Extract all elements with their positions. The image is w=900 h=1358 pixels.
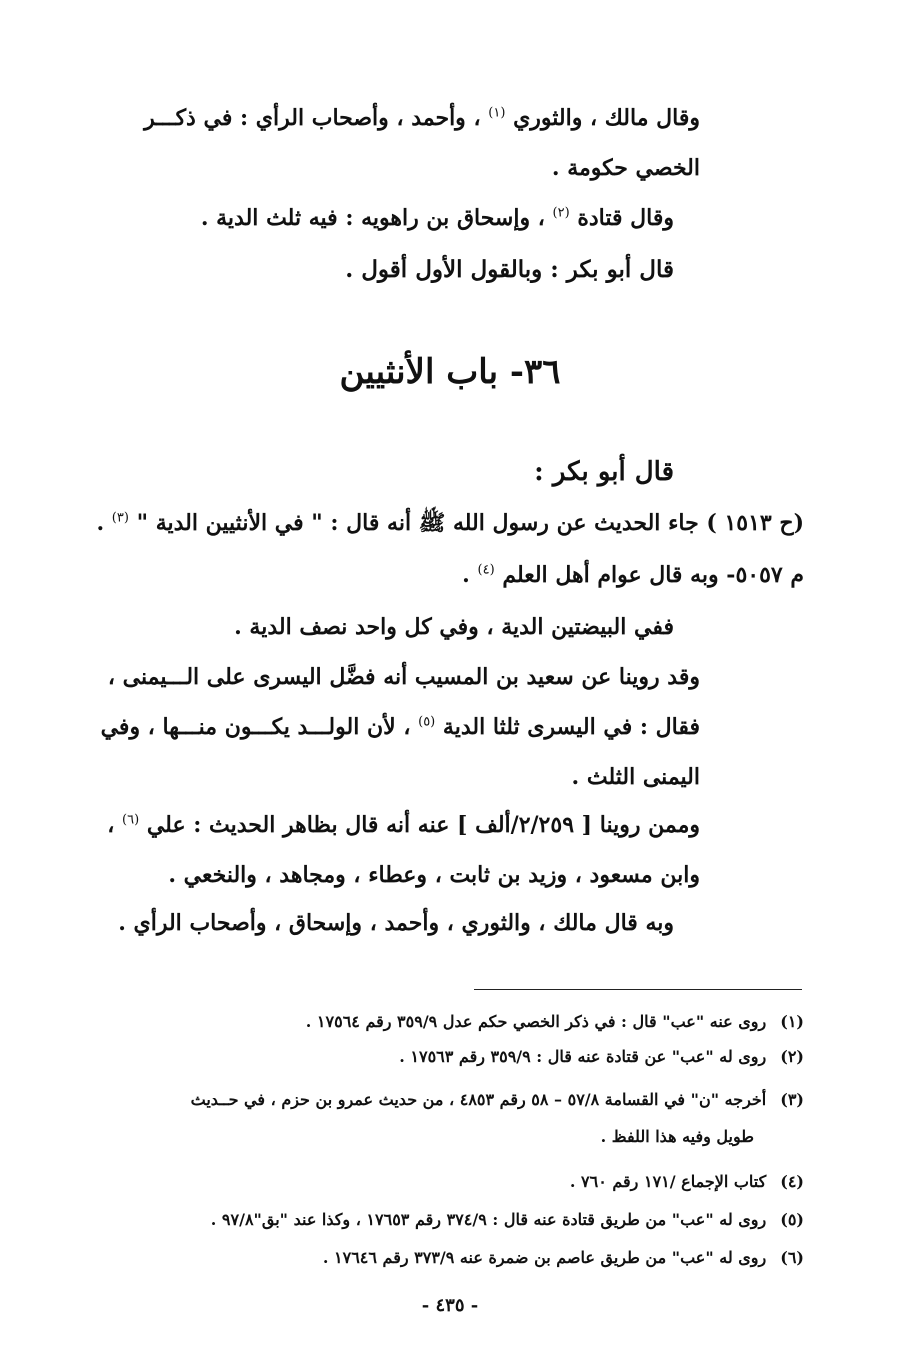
chapter-title: ٣٦- باب الأنثيين [339,352,561,392]
footnote-ref[interactable]: (٤) [477,562,495,578]
text-line: الخصي حكومة . [551,155,700,181]
section-intro: قال أبو بكر : [534,457,674,487]
footnote-ref[interactable]: (٣) [111,510,129,526]
footnote-ref[interactable]: (٥) [418,714,436,730]
hadith-line: (ح ١٥١٣ ) جاء الحديث عن رسول الله ﷺ أنه قال : " في الأنثيين الدية " $^{(٣)}$ . [96,510,804,536]
text-line: ففي البيضتين الدية ، وفي كل واحد نصف الدية . [234,614,674,640]
footnote-ref[interactable]: (٦) [122,812,140,828]
text-line: وممن روينا [ ٢/٢٥٩/ألف ] عنه أنه قال بظاهر الحديث : علي $^{(٦)}$ ، [107,812,700,838]
text-line: وقال قتادة $^{(٢)}$ ، وإسحاق بن راهويه : فيه ثلث الدية . [200,205,674,231]
footnote-ref[interactable]: (١) [488,105,506,121]
footnote: (٣)أخرجه "ن" في القسامة ٥٧/٨ – ٥٨ رقم ٤٨٥٣ ، من حديث عمرو بن حزم ، في حــديث [191,1088,804,1112]
page-number: - ٤٣٥ - [421,1295,479,1316]
footnote-divider [474,989,802,990]
text-line: وابن مسعود ، وزيد بن ثابت ، وعطاء ، ومجاهد ، والنخعي . [168,862,700,888]
footnote: (١)روى عنه "عب" قال : في ذكر الخصي حكم عدل ٣٥٩/٩ رقم ١٧٥٦٤ . [306,1010,804,1034]
footnote: (٦)روى له "عب" من طريق عاصم بن ضمرة عنه ٣٧٣/٩ رقم ١٧٦٤٦ . [323,1246,804,1270]
text-line: اليمنى الثلث . [571,764,700,790]
footnote-continuation: طويل وفيه هذا اللفظ . [600,1127,754,1146]
footnote-number: (٥) [780,1210,804,1229]
text-line: وقال مالك ، والثوري $^{(١)}$ ، وأحمد ، وأصحاب الرأي : في ذكـــر [144,105,700,131]
footnote-number: (٦) [780,1248,804,1267]
footnote: (٢)روى له "عب" عن قتادة عنه قال : ٣٥٩/٩ رقم ١٧٥٦٣ . [399,1045,804,1069]
text-line: وقد روينا عن سعيد بن المسيب أنه فضَّل اليسرى على الـــيمنى ، [107,664,700,690]
footnote: (٥)روى له "عب" من طريق قتادة عنه قال : ٣٧٤/٩ رقم ١٧٦٥٣ ، وكذا عند "بق"٩٧/٨ . [211,1208,804,1232]
text-line: وبه قال مالك ، والثوري ، وأحمد ، وإسحاق ، وأصحاب الرأي . [118,910,674,936]
masala-line: م ٥٠٥٧- وبه قال عوام أهل العلم $^{(٤)}$ . [462,562,804,588]
footnote-ref[interactable]: (٢) [552,205,570,221]
footnote-number: (١) [780,1012,804,1031]
text-line: فقال : في اليسرى ثلثا الدية $^{(٥)}$ ، لأن الولـــد يكـــون منـــها ، وفي [100,714,700,740]
footnote-number: (٤) [780,1172,804,1191]
abu-bakr-statement: قال أبو بكر : وبالقول الأول أقول . [345,256,674,283]
footnote: (٤)كتاب الإجماع /١٧١ رقم ٧٦٠ . [570,1170,804,1194]
footnote-number: (٢) [780,1047,804,1066]
footnote-number: (٣) [780,1090,804,1109]
